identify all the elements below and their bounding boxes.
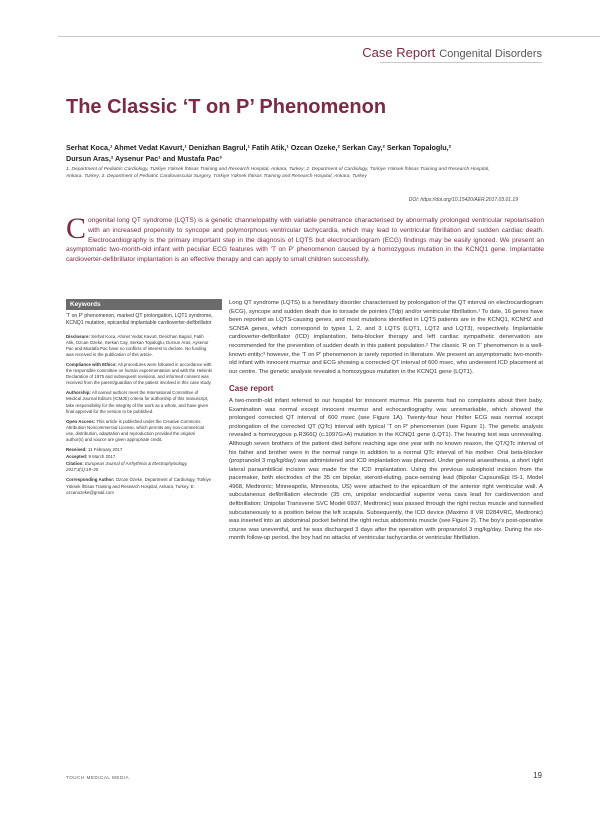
corresponding-label: Corresponding Author:	[66, 477, 115, 483]
main-column	[229, 299, 543, 543]
article-title: The Classic ‘T on P’ Phenomenon	[66, 96, 387, 118]
disclosure	[66, 334, 212, 358]
author-list	[66, 142, 542, 164]
open-access	[66, 419, 212, 443]
header-top-rule	[58, 36, 600, 37]
authorship-text: All named authors meet the International Committee of Medical Journal Editors (ICMJE) criteria for authorship of this manuscript, take responsibility for the integrity of the work as a whole, and have given final approval for the version to be published.	[66, 390, 209, 414]
accepted	[66, 454, 212, 460]
header-underline	[380, 62, 542, 63]
received-label: Received:	[66, 447, 87, 453]
running-header	[362, 45, 542, 60]
ethics-text: All procedures were followed in accordance with the responsible committee on human experimentation and with the Helsinki Declaration of 1975 and subsequent revisions, and informed consent was received from the parent/guardian of the patient involved in this case study.	[66, 361, 212, 386]
publisher-label: TOUCH MEDICAL MEDIA	[66, 775, 130, 780]
open-access-text: This article is published under the Creative Commons Attribution Noncommercial License, which permits any non-commercial use, distribution, adaptation and reproduction provided the original author(s) and source are given appropriate credit.	[66, 418, 204, 442]
citation-label: Citation:	[66, 461, 84, 467]
received	[66, 447, 212, 453]
case-report-heading: Case report	[229, 384, 274, 394]
article-meta	[66, 334, 212, 496]
accepted-label: Accepted:	[66, 454, 88, 460]
citation-text: European Journal of Arrhythmia & Electrophysiology, 2017;3(1):19–20	[66, 461, 188, 473]
keywords-heading: Keywords	[66, 299, 222, 310]
accepted-date: 9 March 2017	[88, 454, 116, 460]
ethics	[66, 362, 212, 386]
authorship	[66, 390, 212, 414]
authors-line-2: Dursun Aras,² Aysenur Pac¹ and Mustafa Pac³	[66, 154, 222, 163]
abstract-dropcap: C	[66, 212, 87, 245]
citation	[66, 461, 212, 473]
ethics-label: Compliance with Ethics:	[66, 361, 117, 367]
abstract-text: ongenital long QT syndrome (LQTS) is a genetic channelopathy with variable penetrance characterised by abnormally prolonged ventricular repolarisation with an increased propensity to syncope and polymorphous ventricular tachycardia, which may lead to ventricular fibrillation and sudden cardiac death. Electrocardiography is the primary important step in the diagnosis of LQTS but electrocardiogram (ECG) findings may be easily ignored. We present an asymptomatic two-month-old infant with peculiar ECG features with ‘T on P’ phenomenon caused by a homozygous mutation in the KCNQ1 gene. Implantable cardioverter-defibrillator implantation is an effective therapy and can apply to small children successfully.	[66, 217, 544, 264]
authorship-label: Authorship:	[66, 390, 91, 396]
open-access-label: Open Access:	[66, 418, 96, 424]
section-label: Case Report	[362, 45, 436, 60]
intro-paragraph: Long QT syndrome (LQTS) is a hereditary disorder characterised by prolongation of the QT interval on electrocardiogram (ECG), syncope and sudden death due to torsade de pointes (Tdp) and/or ventricular fibrillation.¹ To date, 16 genes have been reported as LQTS-causing genes, and most mutations identified in LQTS patients are in the KCNQ1, KCNH2 and SCN5A genes, which correspond to types 1, 2, and 3 LQTS (LQT1, LQT2 and LQT3), respectively. Implantable cardioverter-defibrillator (ICD) implantation, beta-blocker therapy and left cardiac sympathetic denervation are recommended for the prevention of sudden death in this patient population.² The classic ‘R on T’ phenomenon is a well-known entity;³ however, the ‘T on P’ phenomenon is rarely reported in literature. We present an asymptomatic two-month-old infant with innocent murmur and ECG showing a corrected QT interval of 600 msec, who underwent ICD placement at our centre. The genetic analysis revealed a homozygous mutation in the KCNQ1 gene (LQT1).	[229, 300, 543, 375]
received-date: 11 February 2017	[87, 447, 123, 453]
keywords-text: ‘T on P’ phenomenon, marked QT prolongation, LQT1 syndrome, KCNQ1 mutation, epicardial implantable cardioverter-defibrillator	[66, 313, 213, 327]
subsection-label: Congenital Disorders	[439, 48, 542, 60]
affiliations: 1. Department of Pediatric Cardiology, Türkiye Yüksek İhtisas Training and Research Hospital, Ankara, Turkey; 2. Department of Cardiology, Türkiye Yüksek İhtisas Training and Research Hospital, Ankara, Turkey; 3. Department of Pediatric Cardiovascular Surgery, Türkiye Yüksek İhtisas Training and Research Hospital, Ankara, Turkey	[66, 167, 490, 179]
doi-link[interactable]: DOI: https://doi.org/10.15420/AER.2017.03.01.19	[408, 197, 518, 203]
corresponding-author	[66, 477, 212, 495]
disclosure-label: Disclosure:	[66, 333, 90, 339]
abstract	[66, 212, 544, 272]
page-number: 19	[533, 771, 542, 780]
corresponding-text: Ozcan Ozeke, Department of Cardiology, Türkiye Yüksek İhtisas Training and Research Hospital, Ankara, Turkey. E: ozcanozeke@gmail.com	[66, 477, 212, 495]
disclosure-text: Serhat Koca, Ahmet Vedat Kavurt, Denizhan Bagrul, Fatih Atik, Ozcan Ozeke, Serkan Cay, Serkan Topaloglu, Dursun Aras, Aysenur Pac and Mustafa Pac have no conflicts of interest to declare. No funding was received in the publication of this article.	[66, 333, 209, 357]
sidebar	[66, 299, 222, 500]
case-paragraph: A two-month-old infant referred to our hospital for innocent murmur. His parents had no complaints about their baby. Examination was normal except innocent murmur and echocardiography was unremarkable, which showed the prolonged corrected QT interval of 600 msec (see Figure 1A). Twenty-four hour Holter ECG was normal except prolongation of the corrected QT (QTc) interval with typical ‘T on P’ phenomenon (see Figure 1). The genetic analysis revealed a homozygous p.R366Q (c.1097G>A) mutation in the KCNQ1 gene (LQT1). The hearing test was unrevealing. Although seven brothers of the patient died before reaching age one year with no known reason, the QT/QTc interval of his father and brother were in the normal range in addition to a normal QTc interval of his mother. Oral beta-blocker (propranolol 3 mg/kg/day) was administered and ICD implantation was planned. Under general anaesthesia, a short right lateral paraumbilical incision was made for the ICD implantation. Using the previous subxiphoid incision from the pacemaker, both electrodes of the 35 cm bipolar, steroid-eluting, pace-sensing lead (Bipolar CapsureEpi IS-1, Model 4968, Medtronic; Minneapolis, Minnesota, US) were attached to the epicardium of the anterior right ventricular wall. A subcutaneous defibrillation electrode (35 cm, unipolar endocardial superior vena cava lead for cardioversion and defibrillation; Unipolar Transvene SVC Model 6937, Medtronic) was passed through the right rectus muscle and tunnelled subcutaneously to a position below the left scapula. Subsequently, the ICD device (Maximo II VR D284VRC, Medtronic) was inserted into an abdominal pocket behind the right rectus abdominis muscle (see Figure 2). The boy’s post-operative course was uneventful, and he was discharged 3 days after the operation with propranolol 3 mg/kg/day. During the six-month follow-up period, the boy had no attacks of ventricular tachycardia or ventricular fibrillation.	[229, 397, 543, 542]
authors-line-1: Serhat Koca,¹ Ahmet Vedat Kavurt,¹ Denizhan Bagrul,¹ Fatih Atik,¹ Ozcan Ozeke,² Serkan Cay,² Serkan Topaloglu,²	[66, 143, 452, 152]
